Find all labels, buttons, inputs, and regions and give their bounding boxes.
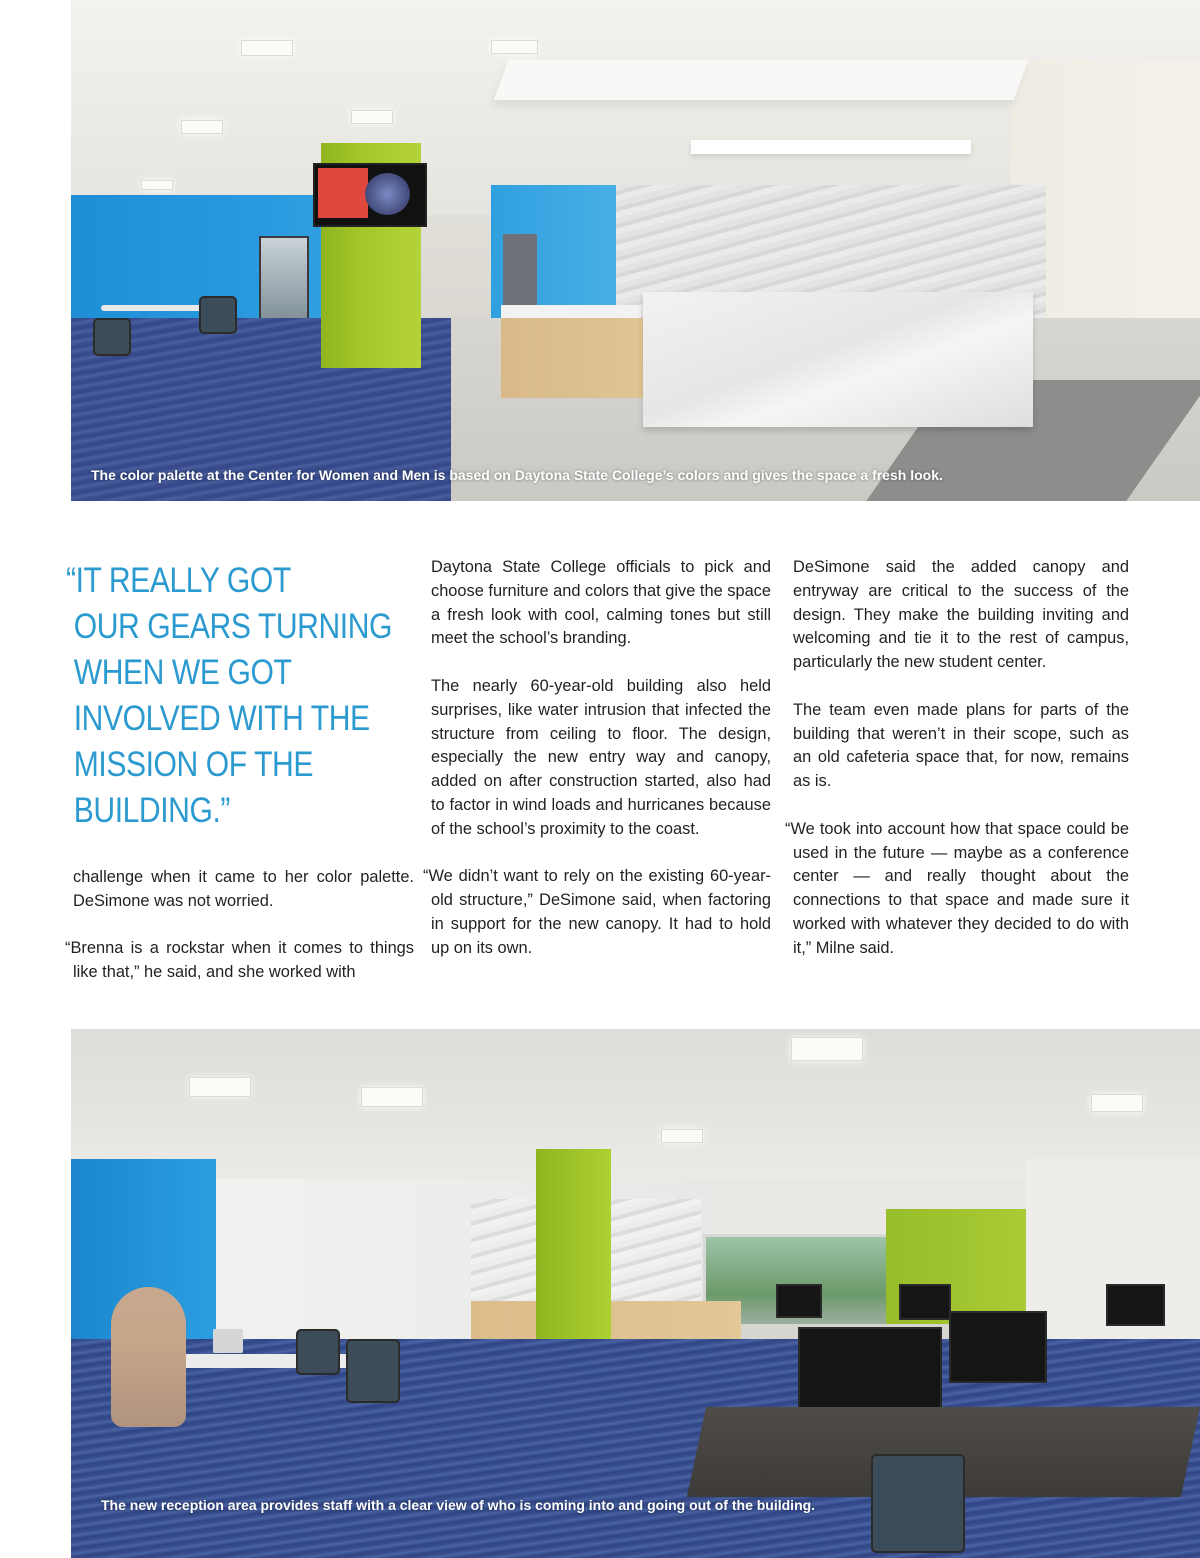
photo-caption: The color palette at the Center for Women and Men is based on Daytona State College’s colors and gives the space a fresh look. <box>91 467 943 483</box>
computer-monitor <box>1106 1284 1165 1326</box>
pull-quote-line: BUILDING.” <box>73 791 231 830</box>
chair <box>296 1329 340 1375</box>
pull-quote-line: OUR GEARS TURNING <box>73 607 392 646</box>
ceiling-light <box>189 1077 251 1097</box>
computer-monitor <box>949 1311 1047 1383</box>
body-column-1 <box>65 866 414 1009</box>
paragraph: challenge when it came to her color palette. DeSimone was not worried. <box>73 868 414 910</box>
person-at-table <box>111 1287 186 1427</box>
ceiling-light <box>1091 1094 1143 1112</box>
pull-quote-line: MISSION OF THE <box>73 745 314 784</box>
computer-monitor <box>798 1327 942 1411</box>
paragraph: The nearly 60-year-old building also held surprises, like water intrusion that infected the structure from ceiling to floor. The design, especially the new entry way and canopy, added on after construction started, also had to factor in wind loads and hurricanes because of the school’s proximity to the coast. <box>431 676 771 838</box>
ceiling-light <box>791 1037 863 1061</box>
table <box>101 305 211 311</box>
paragraph: DeSimone said the added canopy and entryway are critical to the success of the design. They make the building inviting and welcoming and tie it to the rest of campus, particularly the new student center. <box>793 558 1129 672</box>
pull-quote <box>66 558 392 834</box>
wall-tv <box>313 163 427 227</box>
paragraph: “Brenna is a rockstar when it comes to things like that,” he said, and she worked with <box>65 939 414 982</box>
reception-photo-top <box>71 0 1200 501</box>
paragraph: “We took into account how that space could be used in the future — maybe as a conference center — and really thought about the connections to that space and made sure it worked with whatever they decided to do with it,” Milne said. <box>785 819 1129 957</box>
ceiling-soffit <box>494 60 1029 100</box>
paragraph: “We didn’t want to rely on the existing 60-year-old structure,” DeSimone said, when factoring in support for the new canopy. It had to hold up on its own. <box>423 867 771 957</box>
reception-photo-bottom <box>71 1029 1200 1558</box>
ceiling-light <box>361 1087 423 1107</box>
ceiling <box>71 1029 1200 1179</box>
pull-quote-line: INVOLVED WITH THE <box>73 699 370 738</box>
photo-caption: The new reception area provides staff with a clear view of who is coming into and going out of the building. <box>101 1497 816 1513</box>
laptop <box>213 1329 243 1353</box>
right-wall <box>1026 1159 1200 1359</box>
ceiling-light <box>141 180 173 190</box>
reception-desk-marble <box>643 292 1033 427</box>
pull-quote-line: “IT REALLY GOT <box>66 561 291 600</box>
ceiling-light <box>181 120 223 134</box>
paragraph: Daytona State College officials to pick and choose furniture and colors that give the space a fresh look with cool, calming tones but still meet the school’s branding. <box>431 558 771 648</box>
ceiling-light <box>241 40 293 56</box>
chair <box>346 1339 400 1403</box>
paragraph: The team even made plans for parts of the building that weren’t in their scope, such as an old cafeteria space that, for now, remains as is. <box>793 700 1129 791</box>
chair <box>199 296 237 334</box>
ceiling-light <box>661 1129 703 1143</box>
computer-monitor <box>776 1284 822 1318</box>
chair <box>93 318 131 356</box>
computer-monitor <box>899 1284 951 1320</box>
pull-quote-line: WHEN WE GOT <box>73 653 292 692</box>
body-column-3 <box>785 556 1129 984</box>
glass-door <box>259 236 309 324</box>
ceiling-light <box>351 110 393 124</box>
pendant-light <box>691 140 971 154</box>
ceiling-light <box>491 40 538 54</box>
chair <box>871 1454 965 1553</box>
reception-desk-wood <box>501 318 646 398</box>
body-column-2 <box>423 556 771 984</box>
